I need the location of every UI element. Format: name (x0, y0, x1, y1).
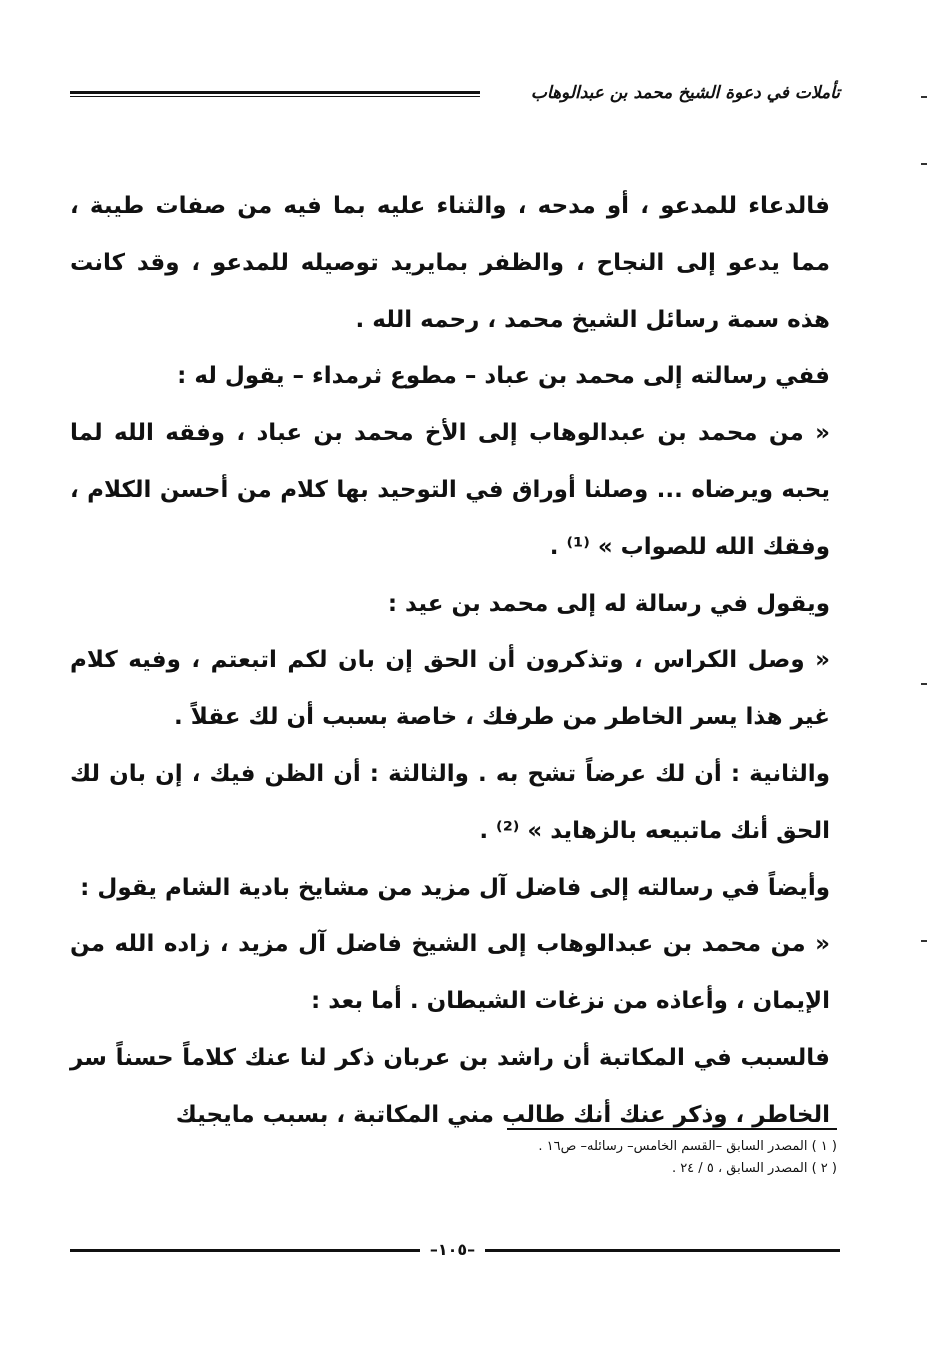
footer-rule-left (70, 1249, 420, 1252)
margin-tick (921, 96, 927, 98)
header-rule (70, 91, 480, 97)
footnotes (137, 1136, 837, 1180)
header-title: تأملات في دعوة الشيخ محمد بن عبدالوهاب (530, 83, 840, 103)
margin-tick (921, 940, 927, 942)
paragraph: ويقول في رسالة له إلى محمد بن عيد : (387, 590, 830, 617)
page-number: –١٠٥– (429, 1240, 476, 1259)
margin-tick (921, 683, 927, 685)
margin-tick (921, 163, 927, 165)
running-header (70, 80, 840, 110)
paragraph: « وصل الكراس ، وتذكرون أن الحق إن بان لكم اتبعتم ، وفيه كلام غير هذا يسر الخاطر من طرفك ، خاصة بسبب أن لك عقلاً . (70, 647, 830, 731)
footnote-rule (507, 1128, 837, 1130)
paragraph: ففي رسالته إلى محمد بن عباد – مطوع ثرمداء – يقول له : (177, 363, 830, 390)
paragraph: « من محمد بن عبدالوهاب إلى الأخ محمد بن عباد ، وفقه الله لما يحبه ويرضاه ... وصلنا أوراق في التوحيد بها كلام من أحسن الكلام ، وفقك الله للصواب » ⁽¹⁾ . (70, 420, 830, 560)
footer-rule-right (485, 1249, 840, 1252)
footnote: ( ١ ) المصدر السابق –القسم الخامس– رسائله– ص١٦ . (538, 1139, 837, 1154)
paragraph: وأيضاً في رسالته إلى فاضل آل مزيد من مشايخ بادية الشام يقول : (80, 874, 830, 901)
paragraph: والثانية : أن لك عرضاً تشح به . والثالثة : أن الظن فيك ، إن بان لك الحق أنك ماتبيعه بالزهايد » ⁽²⁾ . (70, 760, 830, 844)
page-footer (70, 1240, 840, 1260)
paragraph: فالسبب في المكاتبة أن راشد بن عربان ذكر لنا عنك كلاماً حسناً سر الخاطر ، وذكر عنك أنك طالب مني المكاتبة ، بسبب مايجيك (70, 1044, 830, 1128)
main-text (70, 178, 830, 1144)
footnote: ( ٢ ) المصدر السابق ، ٥ / ٢٤ . (671, 1161, 837, 1176)
paragraph: « من محمد بن عبدالوهاب إلى الشيخ فاضل آل مزيد ، زاده الله من الإيمان ، وأعاذه من نزغات الشيطان . أما بعد : (70, 931, 830, 1015)
paragraph: فالدعاء للمدعو ، أو مدحه ، والثناء عليه بما فيه من صفات طيبة ، مما يدعو إلى النجاح ، والظفر بمايريد توصيله للمدعو ، وقد كانت هذه سمة رسائل الشيخ محمد ، رحمه الله . (70, 193, 830, 333)
